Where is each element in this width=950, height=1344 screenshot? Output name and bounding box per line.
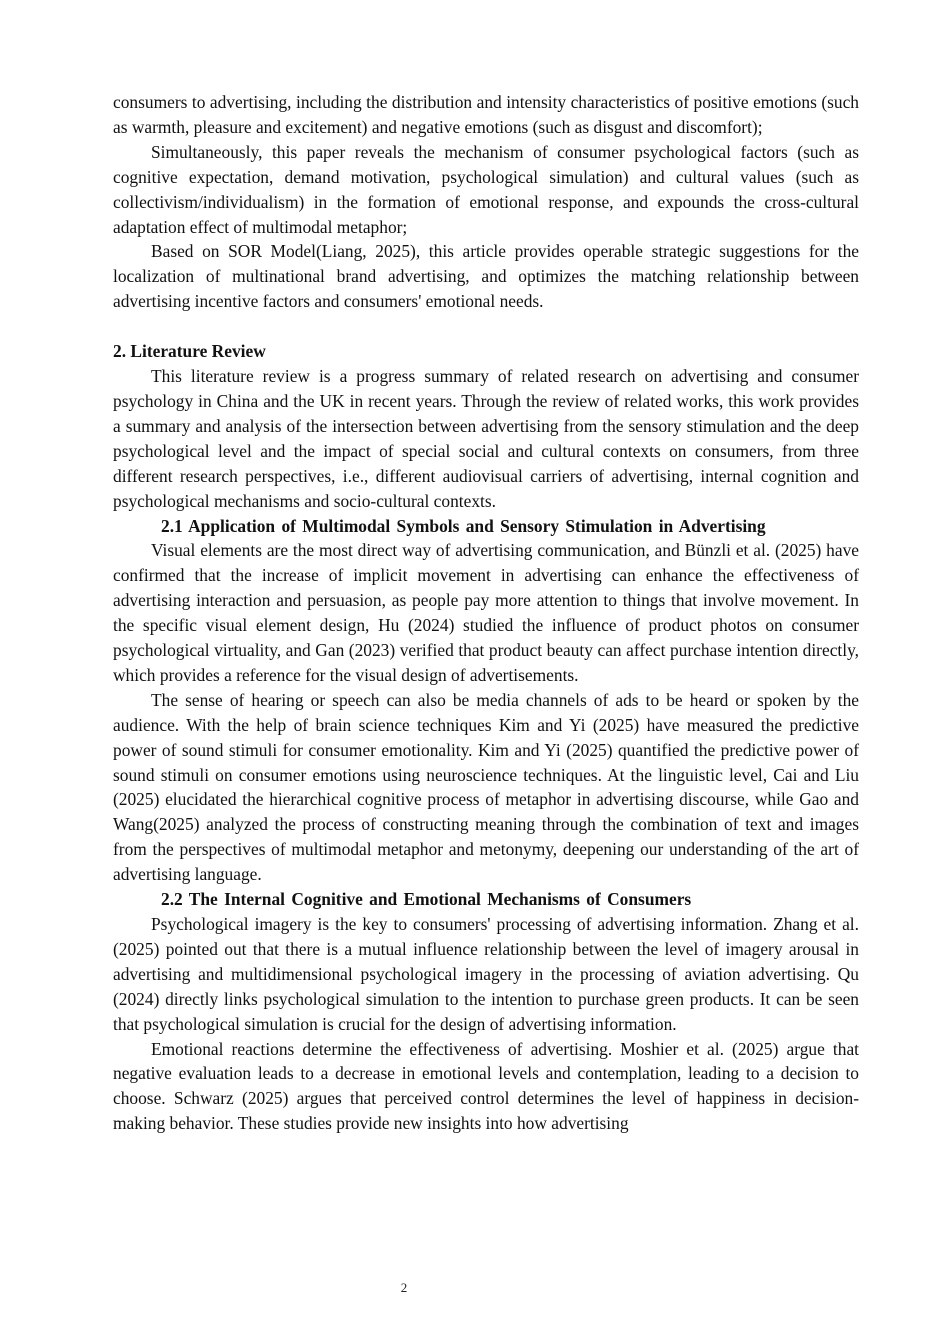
body-paragraph: Based on SOR Model(Liang, 2025), this article provides operable strategic suggestions for the localization of multinational brand advertising, and optimizes the matching relationship between advertising incentive factors and consumers' emotional needs. [113, 241, 859, 312]
body-paragraph: The sense of hearing or speech can also be media channels of ads to be heard or spoken by the audience. With the help of brain science techniques Kim and Yi (2025) have measured the predictive power of sound stimuli for consumer emotionality. Kim and Yi (2025) quantified the predictive power of sound stimuli on consumer emotions using neuroscience techniques. At the linguistic level, Cai and Liu (2025) elucidated the hierarchical cognitive process of metaphor in advertising discourse, while Gao and Wang(2025) analyzed the process of constructing meaning through the combination of text and images from the perspectives of multimodal metaphor and metonymy, deepening our understanding of the art of advertising language. [113, 689, 859, 885]
body-paragraph: Psychological imagery is the key to consumers' processing of advertising information. Zhang et al. (2025) pointed out that there is a mutual influence relationship between the level of imagery arousal in advertising and multidimensional psychological imagery in the processing of aviation advertising. Qu (2024) directly links psychological simulation to the intention to purchase green products. It can be seen that psychological simulation is crucial for the design of advertising information. [113, 914, 859, 1034]
paragraph-spacer [113, 314, 859, 339]
body-paragraph: Simultaneously, this paper reveals the mechanism of consumer psychological factors (such as cognitive expectation, demand motivation, psychological simulation) and cultural values (such as collectivism/individualism) in the formation of emotional response, and expounds the cross-cultural adaptation effect of multimodal metaphor; [113, 141, 859, 237]
document-page [113, 90, 859, 1136]
subsection-heading-2-1: 2.1 Application of Multimodal Symbols and Sensory Stimulation in Advertising [161, 515, 766, 536]
body-paragraph: consumers to advertising, including the distribution and intensity characteristics of positive emotions (such as warmth, pleasure and excitement) and negative emotions (such as disgust and discomfort); [113, 92, 859, 137]
body-paragraph: Emotional reactions determine the effectiveness of advertising. Moshier et al. (2025) argue that negative evaluation leads to a decrease in emotional levels and contemplation, leading to a decision to choose. Schwarz (2025) argues that perceived control determines the level of happiness in decision-making behavior. These studies provide new insights into how advertising [113, 1038, 859, 1134]
page-number: 2 [400, 1280, 408, 1295]
section-heading-literature-review: 2. Literature Review [113, 341, 266, 362]
body-paragraph: Visual elements are the most direct way of advertising communication, and Bünzli et al. (2025) have confirmed that the increase of implicit movement in advertising can enhance the effectiveness of advertising interaction and persuasion, as people pay more attention to things that involve movement. In the specific visual element design, Hu (2024) studied the influence of product photos on consumer psychological virtuality, and Gan (2023) verified that product beauty can affect purchase intention directly, which provides a reference for the visual design of advertisements. [113, 540, 859, 685]
body-paragraph: This literature review is a progress summary of related research on advertising and consumer psychology in China and the UK in recent years. Through the review of related works, this work provides a summary and analysis of the intersection between advertising from the sensory stimulation and the deep psychological level and the impact of special social and cultural contexts on consumers, from three different research perspectives, i.e., different audiovisual carriers of advertising, internal cognition and psychological mechanisms and socio-cultural contexts. [113, 366, 859, 511]
subsection-heading-2-2: 2.2 The Internal Cognitive and Emotional Mechanisms of Consumers [161, 889, 692, 910]
